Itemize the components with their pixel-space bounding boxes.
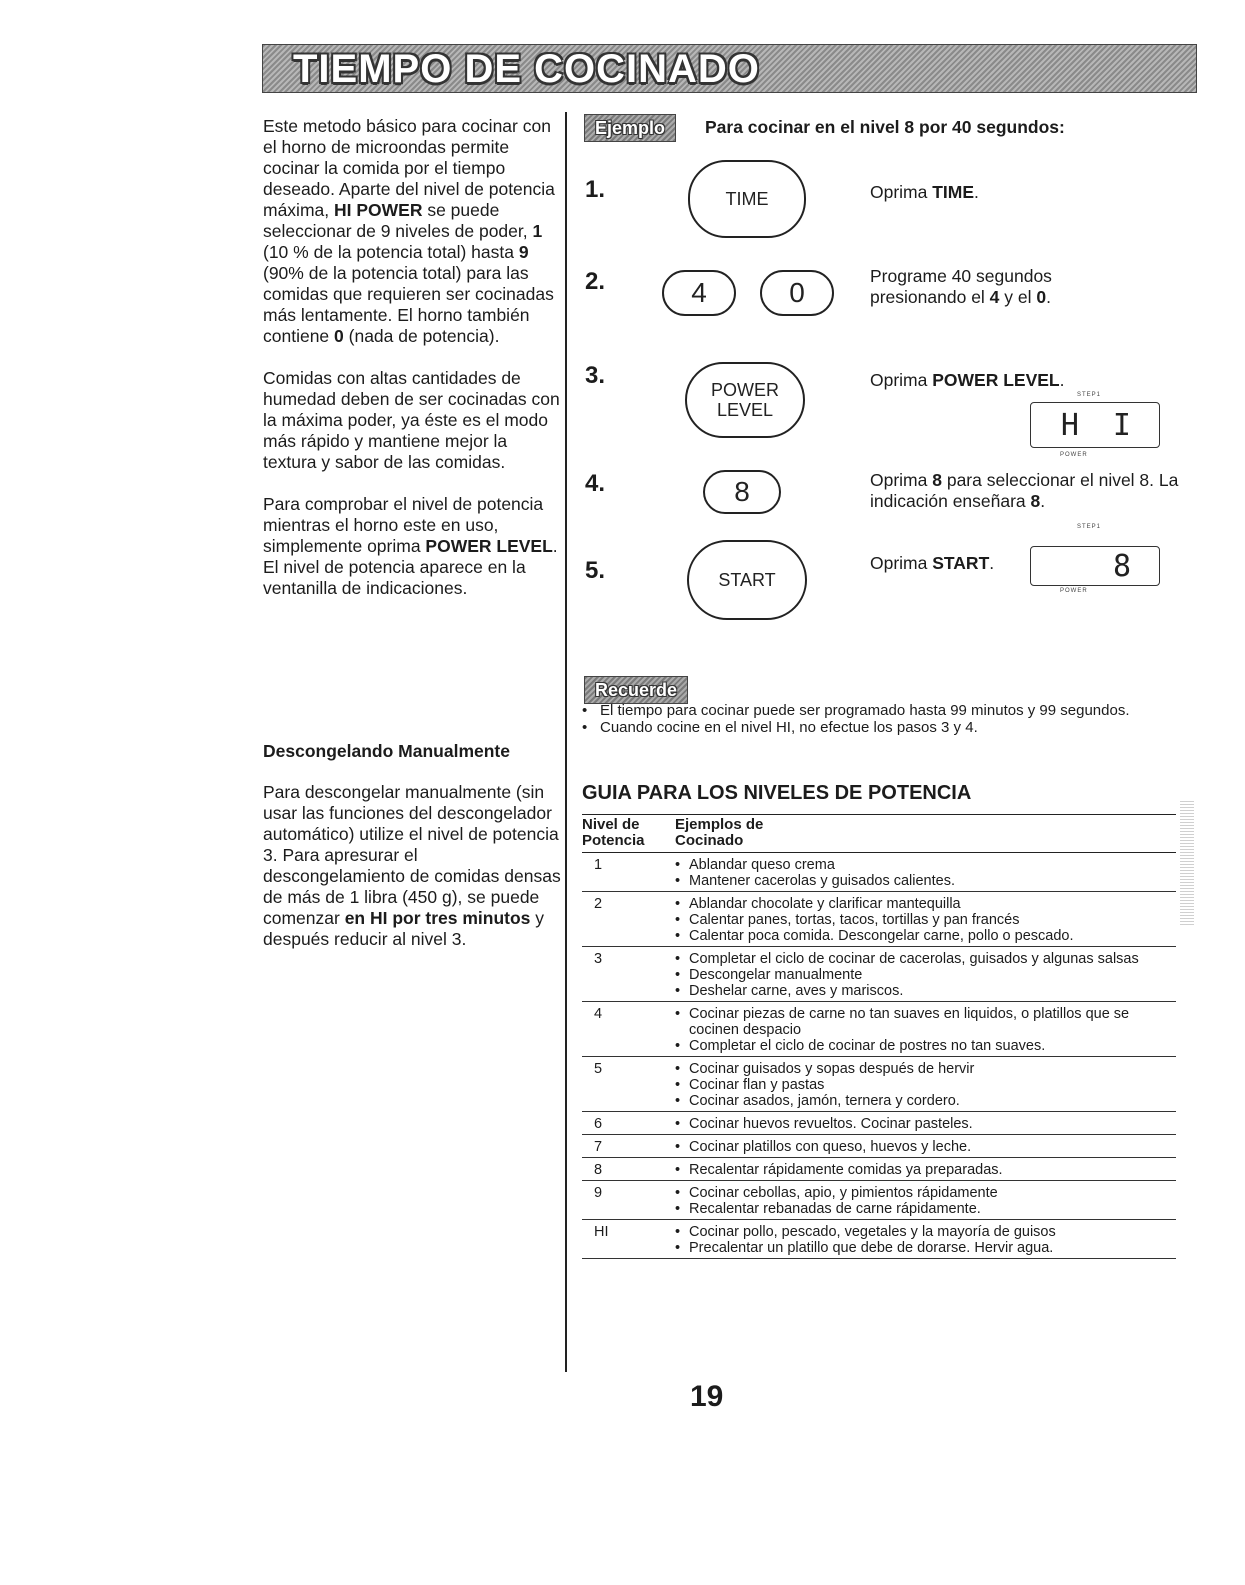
row-level: 4: [594, 1006, 603, 1022]
step-4-text-b: 8: [932, 470, 942, 490]
step-2-text-e: .: [1046, 287, 1051, 307]
row-examples: [675, 1061, 1176, 1109]
example-item: • Deshelar carne, aves y mariscos.: [675, 983, 1176, 999]
intro-text-e: (90% de la potencia total) para las comidas que requieren ser cocinadas más lentamente. El horno también contiene: [263, 263, 554, 346]
row-examples: [675, 1162, 1176, 1178]
header-level-line-1: Nivel de: [582, 816, 640, 833]
power-key-label-1: POWER: [710, 380, 779, 400]
step-2-text-b: 4: [989, 287, 1000, 307]
table-row: [582, 892, 1176, 947]
example-tag: Ejemplo: [584, 114, 676, 142]
step-number-2: 2.: [585, 268, 606, 295]
row-level: HI: [594, 1224, 609, 1240]
header-examples-line-2: Cocinado: [675, 832, 744, 849]
check-level-paragraph: [263, 494, 563, 599]
step-1-text-a: Oprima: [870, 182, 933, 202]
intro-bold-0: 0: [334, 326, 344, 346]
row-examples: [675, 951, 1176, 999]
digit-4-key: [662, 270, 736, 316]
intro-text-f: (nada de potencia).: [343, 326, 500, 346]
digit-0-key: [760, 270, 834, 316]
example-heading: Para cocinar en el nivel 8 por 40 segundos:: [705, 117, 1065, 137]
example-item: • Cocinar cebollas, apio, y pimientos rápidamente: [675, 1185, 1176, 1201]
defrost-text-c: y después reducir al nivel 3.: [263, 908, 545, 949]
remember-list: [582, 702, 1182, 736]
row-level: 9: [594, 1185, 603, 1201]
example-item: • Cocinar guisados y sopas después de hervir: [675, 1061, 1176, 1077]
digit-8-label: 8: [734, 476, 750, 507]
table-row: [582, 853, 1176, 892]
step-5-text-c: .: [989, 553, 995, 573]
remember-item: • Cuando cocine en el nivel HI, no efectue los pasos 3 y 4.: [582, 719, 1182, 736]
intro-bold-1: 1: [532, 221, 543, 241]
row-level: 3: [594, 951, 603, 967]
display-8-value: 8: [1112, 548, 1139, 584]
defrost-text-a: Para descongelar manualmente (sin usar las funciones del descongelador automático) utilize el nivel de potencia 3. Para apresurar el descongelamiento de comidas densas de más de 1 libra (450 g), se puede comenzar: [263, 782, 561, 928]
row-examples: [675, 896, 1176, 944]
step-2-text-c: y el: [999, 287, 1037, 307]
row-examples: [675, 1006, 1176, 1054]
header-level-line-2: Potencia: [582, 832, 645, 849]
example-item: • Ablandar chocolate y clarificar mantequilla: [675, 896, 1176, 912]
step-4-text-d: 8: [1030, 491, 1041, 511]
row-examples: [675, 1224, 1176, 1256]
header-examples-line-1: Ejemplos de: [675, 816, 764, 833]
step-2-instruction: [870, 266, 1100, 308]
row-examples: [675, 1185, 1176, 1217]
example-item: • Ablandar queso crema: [675, 857, 1176, 873]
row-level: 1: [594, 857, 603, 873]
row-level: 7: [594, 1139, 603, 1155]
row-level: 5: [594, 1061, 603, 1077]
step-4-instruction: [870, 470, 1180, 512]
display-2-power-label: POWER: [1060, 588, 1088, 594]
intro-text-a: Este metodo básico para cocinar con el horno de microondas permite cocinar la comida por el tiempo deseado. Aparte del nivel de potencia máxima,: [263, 116, 555, 220]
page-number: 19: [690, 1380, 724, 1413]
display-hi-value: H I: [1060, 407, 1139, 443]
time-key: [688, 160, 806, 238]
example-item: • Cocinar huevos revueltos. Cocinar pasteles.: [675, 1116, 1176, 1132]
example-item: • Cocinar flan y pastas: [675, 1077, 1176, 1093]
row-examples: [675, 857, 1176, 889]
left-column: [263, 116, 563, 599]
intro-paragraph: [263, 116, 563, 347]
intro-bold-hi-power: HI POWER: [333, 200, 423, 220]
step-1-text-b: TIME: [932, 182, 975, 202]
check-text-d: El nivel de potencia aparece en la ventanilla de indicaciones.: [263, 557, 526, 598]
table-row: [582, 1135, 1176, 1158]
scan-edge-noise: [1180, 800, 1194, 925]
power-level-key: [685, 362, 805, 438]
title-banner: [262, 44, 1197, 93]
row-level: 8: [594, 1162, 603, 1178]
step-number-4: 4.: [585, 470, 606, 497]
power-level-guide-table: [582, 814, 1176, 1259]
table-row: [582, 1002, 1176, 1057]
check-text-a: Para comprobar el nivel de potencia mientras el horno este en uso, simplemente oprima: [263, 494, 544, 556]
example-item: • Recalentar rápidamente comidas ya preparadas.: [675, 1162, 1176, 1178]
table-body: [582, 853, 1176, 1259]
example-item: • Precalentar un platillo que debe de dorarse. Hervir agua.: [675, 1240, 1176, 1256]
step-number-1: 1.: [585, 176, 606, 203]
example-item: • Cocinar platillos con queso, huevos y leche.: [675, 1139, 1176, 1155]
step-4-text-a: Oprima: [870, 470, 933, 490]
step-5-text-a: Oprima: [870, 553, 933, 573]
step-5-instruction: [870, 553, 994, 574]
check-bold-power-level: POWER LEVEL: [425, 536, 553, 556]
example-item: • Descongelar manualmente: [675, 967, 1176, 983]
example-item: • Completar el ciclo de cocinar de postres no tan suaves.: [675, 1038, 1176, 1054]
table-row: [582, 1220, 1176, 1259]
digit-4-label: 4: [691, 277, 707, 308]
step-3-text-a: Oprima: [870, 370, 933, 390]
step-2-text-d: 0: [1036, 287, 1047, 307]
example-item: • Mantener cacerolas y guisados calientes.: [675, 873, 1176, 889]
step-3-text-c: .: [1059, 370, 1065, 390]
defrost-paragraph: [263, 782, 563, 950]
check-text-c: .: [552, 536, 558, 556]
intro-text-d: (10 % de la potencia total) hasta: [263, 242, 519, 262]
step-4-text-c: para seleccionar el nivel 8. La indicación enseñara: [870, 470, 1179, 511]
intro-bold-9: 9: [518, 242, 529, 262]
display-window-hi: [1030, 402, 1160, 448]
example-item: • Calentar panes, tortas, tacos, tortillas y pan francés: [675, 912, 1176, 928]
step-number-5: 5.: [585, 557, 606, 584]
digit-8-key: [703, 470, 781, 514]
step-3-instruction: [870, 370, 1064, 391]
header-level: [582, 817, 675, 849]
defrost-heading: Descongelando Manualmente: [263, 741, 510, 761]
remember-item: • El tiempo para cocinar puede ser programado hasta 99 minutos y 99 segundos.: [582, 702, 1182, 719]
header-examples: [675, 817, 763, 849]
guide-title: GUIA PARA LOS NIVELES DE POTENCIA: [582, 782, 972, 804]
example-item: • Cocinar piezas de carne no tan suaves en liquidos, o platillos que se cocinen despacio: [675, 1006, 1176, 1038]
start-key: [687, 540, 807, 620]
start-key-label: START: [718, 570, 776, 590]
defrost-bold: en HI por tres minutos: [344, 908, 531, 928]
column-divider: [565, 112, 567, 1372]
humidity-paragraph: Comidas con altas cantidades de humedad deben de ser cocinadas con la máxima poder, ya éste es el modo más rápido y mantiene mejor la textura y sabor de las comidas.: [263, 368, 560, 472]
time-key-label: TIME: [725, 189, 769, 209]
table-row: [582, 947, 1176, 1002]
row-level: 2: [594, 896, 603, 912]
remember-tag: Recuerde: [584, 676, 688, 704]
intro-text-c: se puede seleccionar de 9 niveles de poder,: [263, 200, 533, 241]
example-item: • Completar el ciclo de cocinar de cacerolas, guisados y algunas salsas: [675, 951, 1176, 967]
step-5-text-b: START: [932, 553, 990, 573]
step-3-text-b: POWER LEVEL: [932, 370, 1060, 390]
example-item: • Cocinar pollo, pescado, vegetales y la mayoría de guisos: [675, 1224, 1176, 1240]
step-4-text-e: .: [1040, 491, 1046, 511]
display-2-step-label: STEP1: [1077, 524, 1102, 530]
display-window-8: [1030, 546, 1160, 586]
display-1-step-label: STEP1: [1077, 392, 1102, 398]
step-number-3: 3.: [585, 362, 606, 389]
table-header: [582, 814, 1176, 853]
table-row: [582, 1057, 1176, 1112]
example-item: • Cocinar asados, jamón, ternera y cordero.: [675, 1093, 1176, 1109]
table-row: [582, 1112, 1176, 1135]
digit-0-label: 0: [789, 277, 805, 308]
example-item: • Calentar poca comida. Descongelar carne, pollo o pescado.: [675, 928, 1176, 944]
table-row: [582, 1158, 1176, 1181]
step-2-text-a: Programe 40 segundos presionando el: [870, 266, 1052, 307]
row-level: 6: [594, 1116, 603, 1132]
example-item: • Recalentar rebanadas de carne rápidamente.: [675, 1201, 1176, 1217]
step-1-text-c: .: [974, 182, 979, 202]
step-1-instruction: [870, 182, 979, 203]
power-key-label-2: LEVEL: [716, 400, 774, 420]
row-examples: [675, 1139, 1176, 1155]
display-1-power-label: POWER: [1060, 452, 1088, 458]
row-examples: [675, 1116, 1176, 1132]
page-title: TIEMPO DE COCINADO: [293, 47, 760, 91]
table-row: [582, 1181, 1176, 1220]
